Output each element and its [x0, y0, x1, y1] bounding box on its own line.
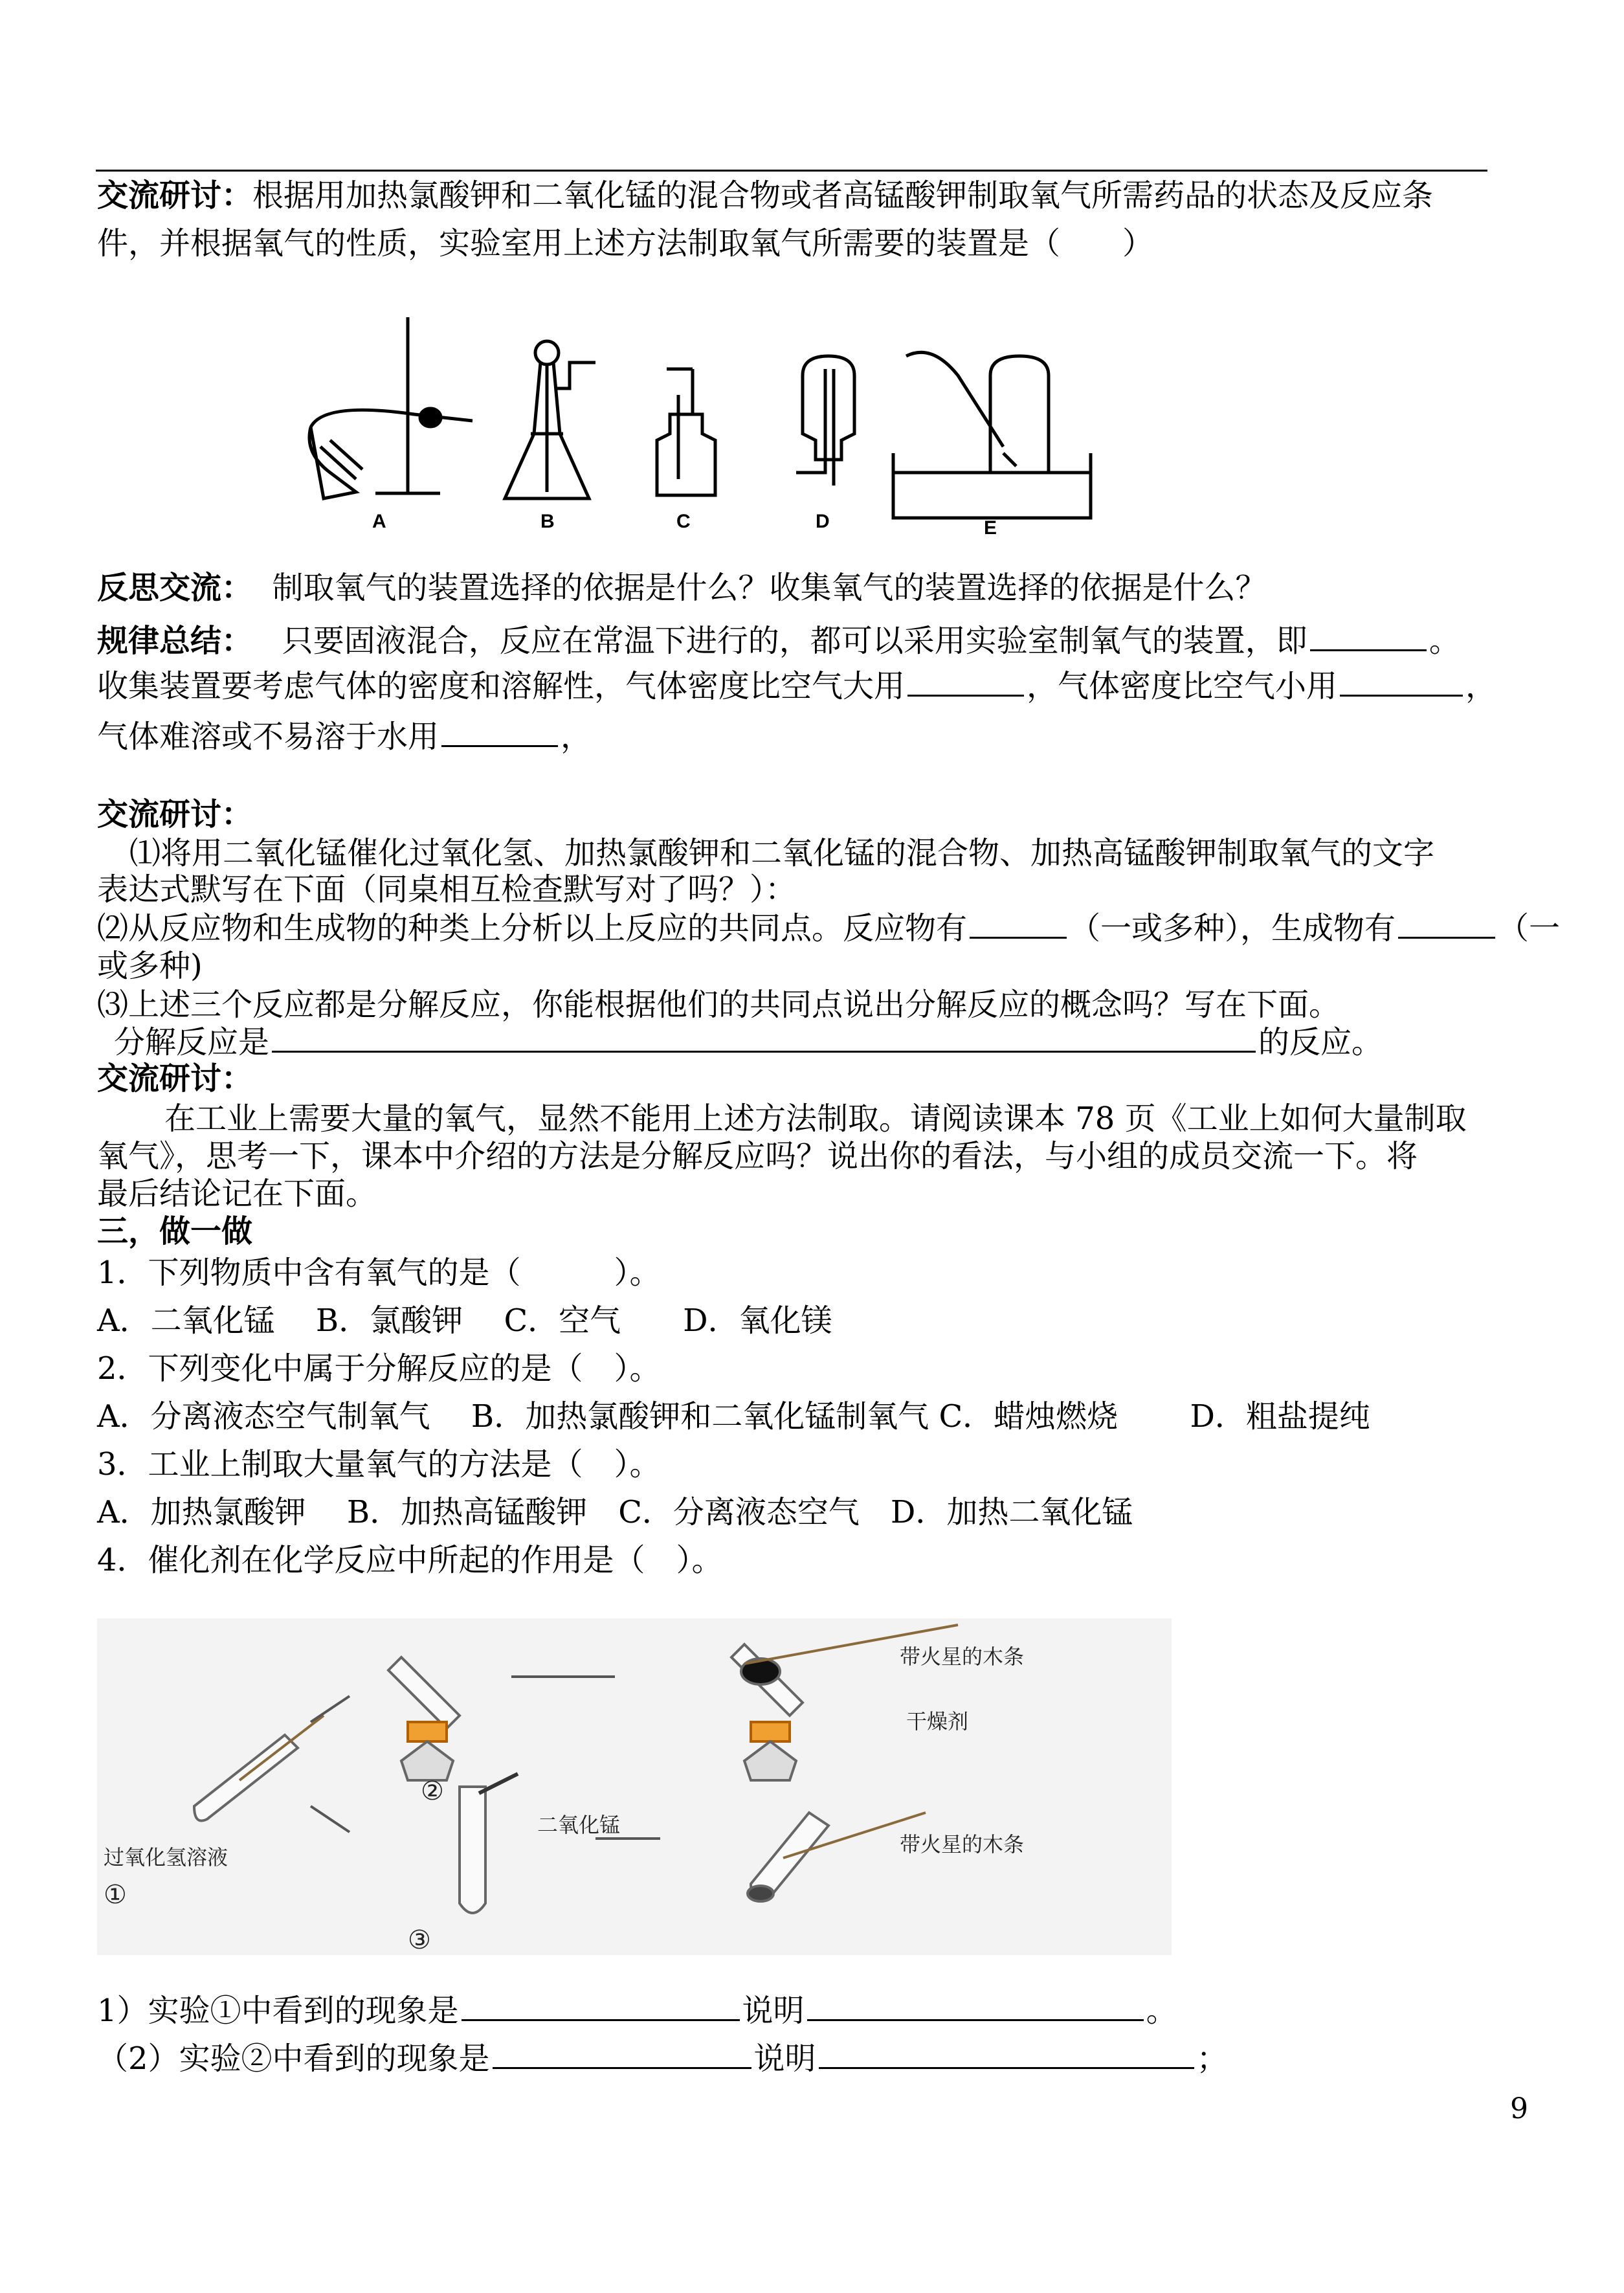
section2-item1-a: ⑴将用二氧化锰催化过氧化氢、加热氯酸钾和二氧化锰的混合物、加热高锰酸钾制取氧气的文字: [129, 835, 1435, 871]
decomposition-definition: 分解反应是 的反应。: [114, 1024, 1383, 1060]
answer-line-1: 1）实验①中看到的现象是 说明 。: [97, 1993, 1177, 2029]
apparatus-label-a: A: [372, 511, 386, 532]
rule-line2: 收集装置要考虑气体的密度和溶解性，气体密度比空气大用 ，气体密度比空气小用 ，: [97, 668, 1497, 704]
question-1: 1．下列物质中含有氧气的是（ ）。: [97, 1255, 661, 1291]
answer-blank[interactable]: [819, 2040, 1194, 2069]
rule-line1: 规律总结： 只要固液混合，反应在常温下进行的，都可以采用实验室制氧气的装置，即 。: [97, 623, 1460, 659]
section3-line1: 在工业上需要大量的氧气，显然不能用上述方法制取。请阅读课本 78 页《工业上如何大量制取: [164, 1101, 1467, 1137]
apparatus-label-c: C: [676, 511, 691, 532]
section2-item2-cont: 或多种): [97, 948, 203, 984]
practice-heading: 三，做一做: [97, 1213, 253, 1249]
answer-blank[interactable]: [1310, 622, 1427, 651]
section2-heading: 交流研讨：: [97, 796, 253, 833]
page-number: 9: [1510, 2092, 1528, 2125]
answer-blank[interactable]: [970, 910, 1067, 939]
label-mno2: 二氧化锰: [537, 1813, 621, 1837]
question-2-options: A．分离液态空气制氧气 B．加热氯酸钾和二氧化锰制氧气 C．蜡烛燃烧 D．粗盐提纯: [97, 1398, 1370, 1435]
experiment-figure: [97, 1618, 1172, 1955]
section3-line2: 氧气》，思考一下，课本中介绍的方法是分解反应吗？说出你的看法，与小组的成员交流一下。将: [97, 1138, 1418, 1174]
apparatus-figure: [285, 304, 1113, 537]
apparatus-label-b: B: [540, 511, 555, 532]
apparatus-label-d: D: [816, 511, 830, 532]
question-2: 2．下列变化中属于分解反应的是（ ）。: [97, 1350, 661, 1387]
reflection-text: 制取氧气的装置选择的依据是什么？收集氧气的装置选择的依据是什么？: [272, 570, 1267, 606]
section1-text-2: 件，并根据氧气的性质，实验室用上述方法制取氧气所需要的装置是（ ）: [97, 225, 1154, 262]
section2-item3: ⑶上述三个反应都是分解反应，你能根据他们的共同点说出分解反应的概念吗？写在下面。: [97, 987, 1340, 1023]
section3-heading: 交流研讨：: [97, 1060, 253, 1097]
answer-blank[interactable]: [807, 1992, 1144, 2021]
answer-blank[interactable]: [441, 718, 558, 747]
question-4: 4．催化剂在化学反应中所起的作用是（ ）。: [97, 1542, 723, 1578]
label-desiccant: 干燥剂: [906, 1709, 969, 1734]
section1-text-1: 根据用加热氯酸钾和二氧化锰的混合物或者高锰酸钾制取氧气所需药品的状态及反应条: [252, 177, 1434, 214]
label-num-3: ③: [408, 1925, 431, 1955]
answer-line-2: （2）实验②中看到的现象是 说明 ；: [97, 2041, 1228, 2077]
rule-heading: 规律总结：: [97, 623, 253, 659]
reflection-line: [97, 568, 1267, 607]
answer-blank[interactable]: [493, 2040, 751, 2069]
label-num-1: ①: [104, 1880, 127, 1910]
label-splint-bottom: 带火星的木条: [900, 1832, 1025, 1857]
rule-line3: 气体难溶或不易溶于水用 ，: [97, 719, 592, 755]
question-3: 3．工业上制取大量氧气的方法是（ ）。: [97, 1446, 661, 1482]
label-h2o2: 过氧化氢溶液: [104, 1845, 228, 1870]
answer-blank[interactable]: [907, 667, 1024, 697]
answer-blank[interactable]: [1340, 667, 1463, 697]
apparatus-label-e: E: [984, 517, 997, 537]
definition-blank[interactable]: [272, 1023, 1256, 1053]
section2-item1-b: 表达式默写在下面（同桌相互检查默写对了吗？）：: [97, 871, 797, 908]
answer-blank[interactable]: [462, 1992, 740, 2021]
reflection-heading: 反思交流：: [97, 570, 253, 606]
header-rule: [96, 170, 1487, 172]
label-num-2: ②: [421, 1776, 444, 1806]
section3-line3: 最后结论记在下面。: [97, 1176, 377, 1212]
section1-line2: [97, 224, 1153, 263]
section2-item2: ⑵从反应物和生成物的种类上分析以上反应的共同点。反应物有 （一或多种），生成物有 （一: [97, 910, 1561, 946]
section1-heading: 交流研讨：: [97, 177, 253, 214]
question-1-options: A．二氧化锰 B．氯酸钾 C．空气 D．氧化镁: [97, 1303, 832, 1339]
answer-blank[interactable]: [1398, 910, 1495, 939]
section1-line1: [97, 176, 1433, 215]
question-3-options: A．加热氯酸钾 B．加热高锰酸钾 C．分离液态空气 D．加热二氧化锰: [97, 1494, 1133, 1530]
label-splint-top: 带火星的木条: [900, 1644, 1025, 1669]
